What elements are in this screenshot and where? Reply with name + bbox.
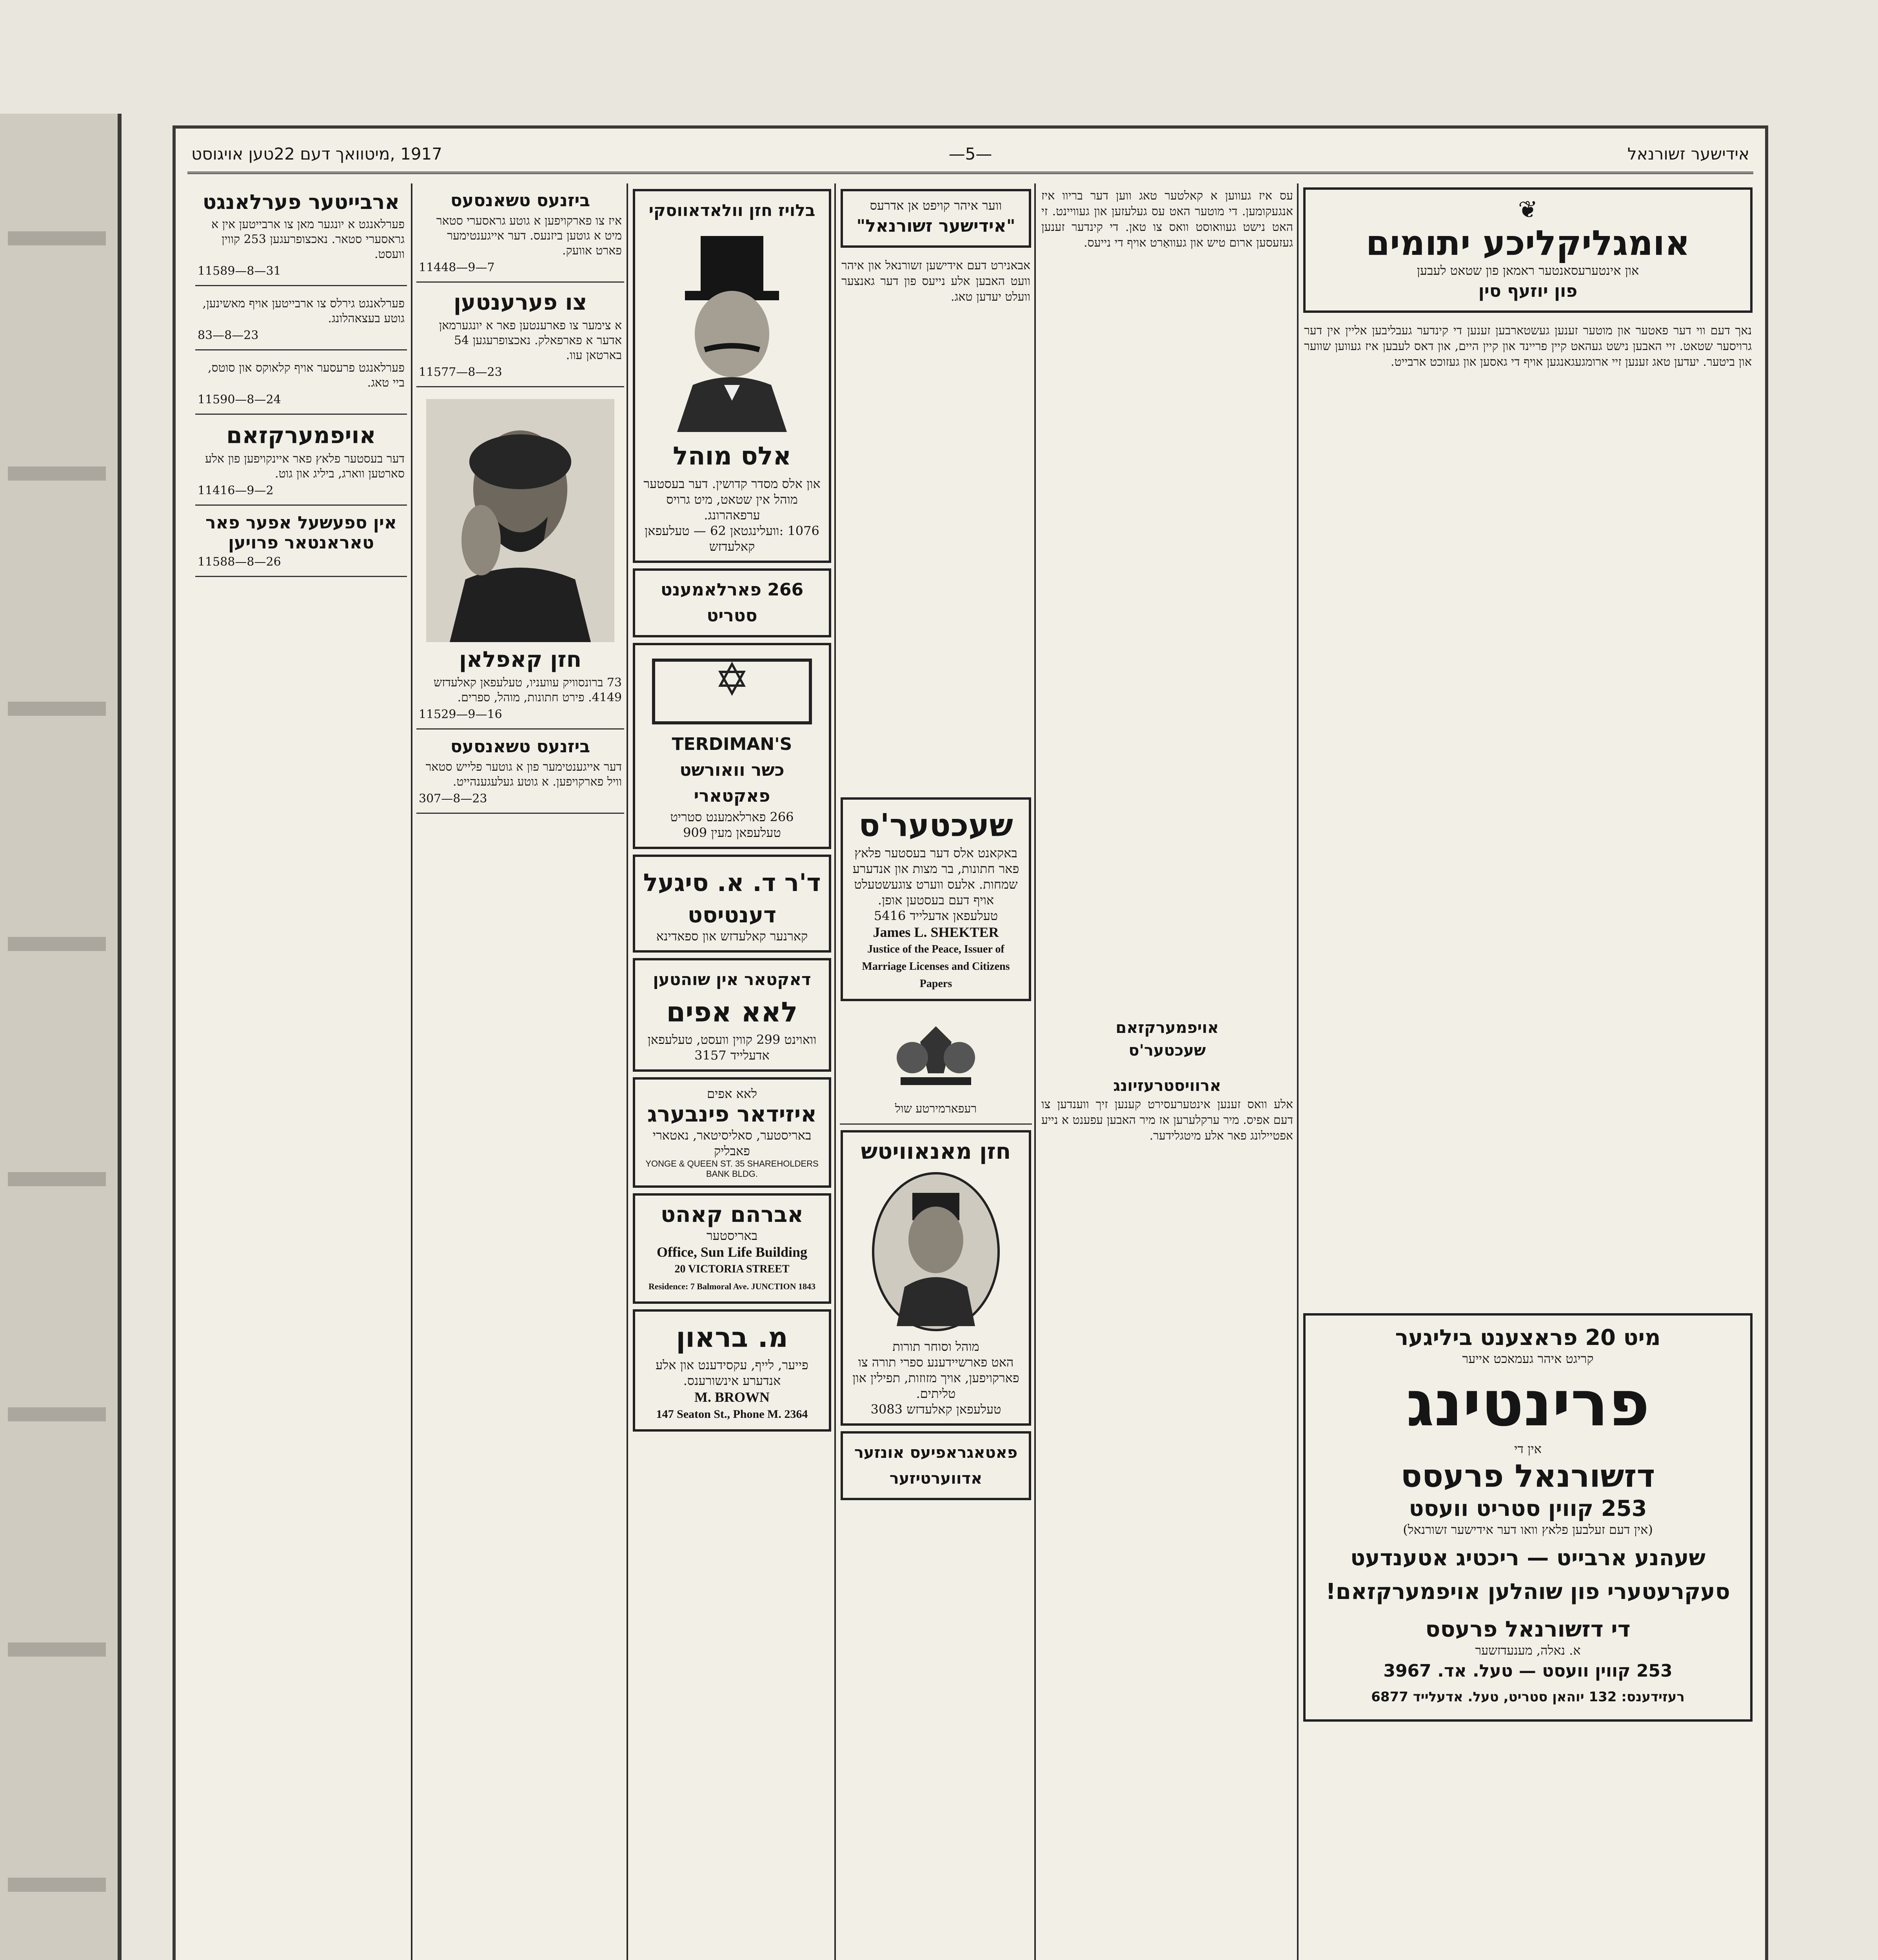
terdimans-name: TERDIMAN'S: [672, 734, 792, 754]
dentist-address: קארנער קאלעדזש און ספאדינא: [656, 929, 808, 944]
insurance-address: 147 Seaton St., Phone M. 2364: [656, 1408, 808, 1421]
lawyer-address: YONGE & QUEEN ST. 35 SHAREHOLDERS BANK BLDG.: [645, 1159, 819, 1179]
journal-press-note: (אין דעם זעלבען פלאץ וואו דער אידישער זשורנאל): [1403, 1522, 1653, 1537]
barrister-ad: [633, 1193, 831, 1304]
column-1: [1297, 183, 1757, 1960]
mohel-text: און אלס מסדר קדושין. דער בעסטער מוהל אין שטאט, מיט גרויס ערפאהרונג.: [643, 476, 821, 523]
barrister-title: באריסטער: [706, 1228, 758, 1243]
mohel-label: אלס מוהל: [672, 442, 792, 471]
subscribe-ad: [841, 189, 1031, 248]
barrister-street: 20 VICTORIA STREET: [674, 1263, 790, 1275]
for-rent-block: [416, 283, 624, 387]
mohel-heading: בלויז חזן וולאדאווסקי: [648, 201, 815, 220]
dentist-title: דענטיסט: [687, 902, 777, 928]
shekter-hall-ad: [841, 797, 1031, 1001]
insurance-name-en: M. BROWN: [694, 1389, 770, 1405]
help-wanted-ref-2: 83—8—23: [198, 328, 259, 342]
help-wanted-text-3: פערלאנגט פרעסער אויף קלאוקס און סוטס, ביי טאג.: [208, 361, 405, 390]
help-wanted-block-3: [195, 350, 407, 415]
cantor-caption: מוהל וסוחר תורות: [892, 1339, 979, 1354]
attention-ref: 11416—9—2: [198, 484, 274, 497]
help-wanted-ref: 11589—8—31: [198, 264, 281, 278]
barrister-name: אברהם קאהט: [660, 1202, 804, 1227]
journal-press-phone: 253 קווין וועסט — טעל. אד. 3967: [1383, 1661, 1673, 1681]
lawyer-text: באריסטער, סאליסיטאר, נאטארי פאבליק: [652, 1128, 812, 1158]
cantor-name: חזן מאנאוויטש: [861, 1139, 1011, 1164]
attention-heading: אויפמערקזאם: [226, 422, 376, 448]
help-wanted-block: [195, 183, 407, 286]
business-chance-ref-2: 307—8—23: [419, 792, 487, 806]
parliament-ad: [633, 568, 831, 637]
special-offer-block: [195, 506, 407, 577]
journal-press-residence: רעזידענס: 132 יוהאן סטריט, טעל. אדעלייד 6877: [1371, 1689, 1685, 1705]
subscribe-paper: "אידישער זשורנאל": [856, 216, 1015, 236]
for-rent-text: א צימער צו פארענטען פאר א יונגערמאן אדער א פארפאלק. נאכצופרעגען 54 בארטאן עוו.: [439, 319, 622, 362]
business-chance-text-2: דער אייגענטימער פון א גוטער פלייש סטאר וויל פארקויפען. א גוטע געלעגענהייט.: [425, 760, 622, 789]
column-3: [834, 183, 1036, 1960]
star-of-david-badge-icon: [650, 656, 814, 727]
shekter-heading: שעכטער'ס: [1128, 1042, 1206, 1060]
shekter-hall-phone: טעלעפאן אדעלייד 5416: [874, 908, 998, 923]
announcement-block: [1036, 1008, 1299, 1066]
column-6: [191, 183, 411, 1960]
lawyer-name: איזידאר פינבערג: [647, 1102, 817, 1127]
bearded-man-portrait-icon: [426, 399, 614, 642]
business-chance-heading: ביזנעס טשאנסעס: [450, 191, 590, 211]
help-wanted-text: פערלאנגט א יונגער מאן צו ארבייטען אין א גראסערי סטאר. נאכצופרעגען 253 קווין וועסט.: [211, 218, 405, 261]
story-author: פון יוזעף סין: [1478, 281, 1578, 301]
column-4: [627, 183, 836, 1960]
barrister-residence: Residence: 7 Balmoral Ave. JUNCTION 1843: [648, 1281, 816, 1291]
announcement-heading: אויפמערקזאם: [1115, 1019, 1219, 1037]
terdimans-text: כשר וואורשט פאקטארי: [679, 760, 785, 806]
appeal-block: [1036, 1066, 1299, 1149]
shekter-hall-name: שעכטער'ס: [859, 807, 1013, 844]
help-wanted-block-2: [195, 286, 407, 350]
insurance-ad: [633, 1309, 831, 1432]
doctor-name: דאקטאר אין שוהטען: [653, 970, 811, 989]
shekter-title: Justice of the Peace, Issuer of Marriage Licenses and Citizens Papers: [862, 943, 1010, 990]
help-wanted-ref-3: 11590—8—24: [198, 393, 281, 407]
journal-press-address: 253 קווין סטריט וועסט: [1409, 1496, 1647, 1521]
printing-line2: קריגט איהר געמאכט אייער: [1462, 1351, 1594, 1366]
appeal-text: אלע וואס זענען אינטערעסירט קענען זיך ווענדען צו דעם אפיס. מיר ערקלערען אז מיר האבען עפענט א נייע אפטיילונג פאר אלע מיטגלידער.: [1041, 1098, 1293, 1143]
lawyer-head: לאא אפים: [707, 1086, 757, 1101]
shekter-name: James L. SHEKTER: [873, 924, 999, 940]
mohel-address: 1076 :וועלינגטאן 62 — טעלעפאן קאלעדזש: [645, 523, 819, 554]
page-number: —5—: [948, 144, 992, 163]
newspaper-page: [173, 125, 1768, 1960]
column-2: [1034, 183, 1299, 1960]
coat-of-arms-icon: [877, 1018, 995, 1097]
masthead-title: אידישער זשורנאל: [1627, 144, 1749, 163]
special-offer-heading: אין ספעשעל אפער פאר טאראנטאר פרויען: [205, 513, 397, 553]
cantor-portrait-icon: [869, 1169, 1003, 1334]
terdimans-phone: טעלעפאן מעין 909: [683, 825, 781, 840]
parliament-address: 266 פארלאמענט סטריט: [660, 580, 804, 626]
dentist-ad: [633, 855, 831, 953]
attention-block: [195, 415, 407, 506]
kaplan-text: 73 ברונסוויק עוועניו, טעלעפאן קאלעדזש 4149. פירט חתונות, מוהל, ספרים.: [433, 676, 622, 704]
business-chance-heading-2: ביזנעס טשאנסעס: [450, 737, 590, 757]
lawyer-ad: [633, 1077, 831, 1188]
printing-line4: אין די: [1514, 1441, 1542, 1456]
business-chance-block: [416, 183, 624, 283]
insurance-text: פייער, לייף, עקסידענט און אלע אנדערע אינשורענס.: [656, 1357, 808, 1388]
kaplan-block: [416, 387, 624, 730]
page-header: [187, 136, 1753, 174]
story-subtitle: און אינטערעסאנטער ראמאן פון שטאט לעבען: [1417, 263, 1639, 278]
printing-slogan: שעהנע ארבייט — ריכטיג אטענדעט: [1350, 1545, 1705, 1571]
doctor-ad: [633, 958, 831, 1072]
photo-ad: [841, 1431, 1031, 1500]
column2-story: עס איז געווען א קאלטער טאג ווען דער בריוו איז אנגעקומען. די מוטער האט עס געלעזען און געוויינט. זי האט נישט געוואוסט וואס צו טאן. די קינדער זענען געזעסען ארום טיש און געוואַרט אויף די נייעס.: [1041, 189, 1293, 250]
cantor-ad: [841, 1130, 1031, 1426]
ornament-icon: ❦: [1518, 196, 1538, 223]
business-chance-ref: 11448—9—7: [419, 261, 495, 274]
subscribe-head: ווער איהר קויפט אן אדרעס: [870, 198, 1002, 213]
journal-press-manager: א. נאלה, מענעדזשער: [1475, 1643, 1581, 1658]
business-chance-text: איז צו פארקויפען א גוטע גראסערי סטאר מיט א גוטען ביזנעס. דער אייגענטימער פארט אוועק.: [436, 214, 622, 258]
printing-word: פרינטינג: [1406, 1367, 1650, 1440]
story-title: אומגליקליכע יתומים: [1366, 223, 1690, 263]
special-offer-ref: 11588—8—26: [198, 555, 281, 569]
cantor-text: האט פארשיידענע ספרי תורה צו פארקויפען, אויך מזוזות, תפילין און טליתים.: [852, 1355, 1019, 1401]
printing-attention: סעקרעטערי פון שוהלען אויפמערקזאם!: [1326, 1579, 1730, 1604]
cantor-phone: טעלעפאן קאלעדזש 3083: [870, 1402, 1001, 1417]
for-rent-heading: צו פערענטען: [453, 290, 587, 315]
attention-text: דער בעסטער פלאץ פאר איינקויפען פון אלע סארטען ווארג, ביליג און גוט.: [205, 452, 405, 481]
journal-press-name-2: די דזשורנאל פרעסס: [1425, 1617, 1631, 1642]
column-5: [411, 183, 628, 1960]
printing-discount: מיט 20 פראצענט ביליגער: [1395, 1325, 1661, 1350]
serial-story-header: [1303, 187, 1753, 313]
barrister-office: Office, Sun Life Building: [656, 1244, 808, 1260]
subscribe-text: אבאנירט דעם אידישען זשורנאל און איהר וועט האבען אלע נייעס פון דער גאנצער וועלט יעדען טאג.: [841, 259, 1030, 304]
help-wanted-text-2: פערלאנגט גירלס צו ארבייטען אויף מאשינען, גוטע בעצאהלונג.: [202, 297, 405, 325]
dentist-name: ד'ר ד. א. סיגעל: [643, 868, 821, 897]
for-rent-ref: 11577—8—23: [419, 365, 502, 379]
terdimans-ad: [633, 643, 831, 849]
doctor-sub: לאא אפים: [666, 996, 798, 1028]
crest-block: [840, 1007, 1032, 1125]
insurance-name: מ. בראון: [676, 1321, 788, 1354]
photo-ad-text: פאטאגראפיעס אונזער אדווערטיזער: [854, 1444, 1018, 1488]
kaplan-ref: 11529—9—16: [419, 708, 502, 721]
kaplan-heading: חזן קאפלאן: [459, 647, 582, 672]
printing-ad: [1303, 1313, 1753, 1722]
terdimans-address: 266 פארלאמענט סטריט: [670, 809, 794, 824]
shekter-hall-text: באקאנט אלס דער בעסטער פלאץ פאר חתונות, בר מצות און אנדערע שמחות. אלעס ווערט צוגעשטעלט אויף דעם בעסטען אופן.: [852, 846, 1019, 907]
adjacent-page-edge: [0, 114, 122, 1960]
story-body: נאך דעם ווי דער פאטער און מוטער זענען געשטארבען זענען די קינדער געבליבען אליין אין דער גרויסער שטאט. זיי האבען נישט געהאט קיין פריינד און קיין היים, און דאס לעבען איז געווען שווער און ביטער. יעדען טאג זענען זיי ארומגעגאנגען אויף די גאסען און געזוכט ארבייט.: [1304, 324, 1752, 369]
mohel-ad: [633, 189, 831, 563]
crest-text: רעפארמירטע שול: [895, 1102, 977, 1116]
help-wanted-heading: ארבייטער פערלאנגט: [202, 191, 400, 214]
issue-date: 1917 ,מיטוואך דעם 22טען אויגוסט: [191, 144, 442, 163]
journal-press-name: דזשורנאל פרעסס: [1400, 1458, 1655, 1494]
appeal-heading: ארוויסטרעזיונג: [1113, 1077, 1221, 1095]
top-hat-portrait-icon: [654, 228, 810, 432]
doctor-text: וואוינט 299 קווין וועסט, טעלעפאן אדעלייד 3157: [647, 1032, 817, 1063]
business-chance-block-2: [416, 730, 624, 814]
